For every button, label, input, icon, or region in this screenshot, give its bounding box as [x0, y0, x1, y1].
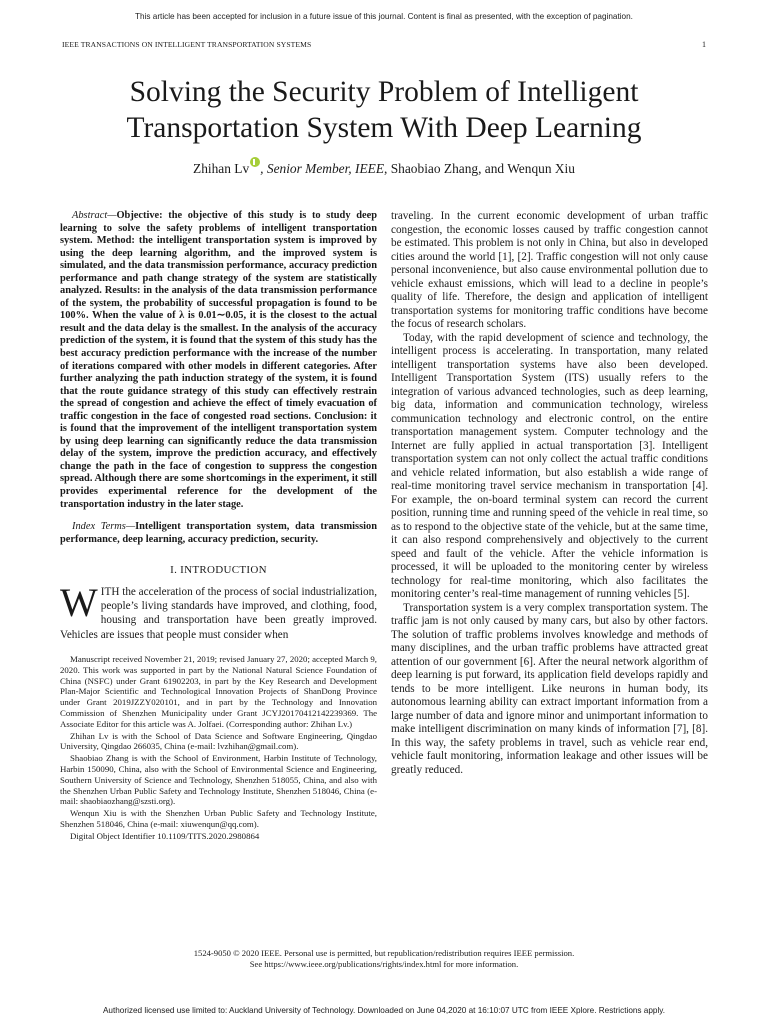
index-terms: [60, 521, 377, 546]
author-line: [0, 157, 768, 177]
footnote-author-zhang: Shaobiao Zhang is with the School of Environment, Harbin Institute of Technology, Harbin 150090, China, also with the School of Environmental Science and Engineering, Southern University of Science and Technology, Shenzhen 518055, China, and also with the Shenzhen Urban Public Safety and Technology Institute, Shenzhen 518046, China (e-mail: shaobiaozhang@szsti.org).: [60, 753, 377, 807]
footnote-doi: Digital Object Identifier 10.1109/TITS.2020.2980864: [70, 830, 260, 841]
copyright-notice: [0, 948, 768, 970]
abstract: [60, 210, 377, 511]
footnotes: [60, 654, 377, 842]
footnote-author-lv: Zhihan Lv is with the School of Data Science and Software Engineering, Qingdao University, Qingdao 266035, China (e-mail: lvzhihan@gmail.com).: [60, 730, 377, 752]
license-notice: Authorized licensed use limited to: Auckland University of Technology. Downloaded on June 04,2020 at 16:10:07 UTC from IEEE Xplore. Restrictions apply.: [102, 1006, 666, 1015]
author-first: Zhihan Lv: [193, 161, 250, 176]
left-column: [60, 210, 377, 843]
title-line-2: Transportation System With Deep Learning: [126, 112, 642, 144]
index-terms-text: Intelligent transportation system, data transmission performance, deep learning, accuracy prediction, security.: [60, 521, 377, 545]
dropcap: W: [60, 579, 98, 625]
page-number: 1: [702, 40, 706, 49]
intro-text: the acceleration of the process of social industrialization, people’s living standards have improved, and clothing, food, housing and transportation have been greatly improved. Vehicles are issues that people must consider when: [60, 585, 377, 641]
index-terms-label: Index Terms—: [72, 521, 136, 533]
abstract-text: Objective: the objective of this study is to study deep learning to solve the safety problems of intelligent transportation system. Method: the intelligent transportation system is improved by using the deep learning algorithm, and the improved system is simulated, and the data transmission performance, accuracy prediction performance and path change strategy of the system are statistically analyzed. Results: in the analysis of the data transmission performance of the system, the probability of successful propagation is found to be 100%. When the value of λ is 0.01∼0.05, it is the closest to the actual result and the data delay is the smallest. In the analysis of the accuracy prediction of the system, it is found that the system of this study has the best accuracy prediction performance with the increase of the number of iterations compared with other models in different categories. After further analyzing the path induction strategy of the system, it is found that the route guidance strategy of this study can effectively restrain the spread of congestion and achieve the effect of timely evacuation of traffic congestion in the face of congested road sections. Conclusion: it is found that the improvement of the intelligent transportation system by using deep learning can significantly reduce the data transmission delay of the system, improve the prediction accuracy, and effectively change the path in the face of congestion to suppress the congestion spread. Although there are some shortcomings in the experiment, it still provides experimental reference for the development of the transportation industry in the later stage.: [60, 210, 377, 510]
right-column: [391, 210, 708, 777]
body-paragraph: traveling. In the current economic development of urban traffic congestion, the economic losses caused by traffic congestion cannot be estimated. This problem is not only in China, but also in developed cities around the world [1], [2]. Traffic congestion will not only cause personal inconvenience, but also cause environmental pollution due to vehicle exhaust emissions, which will lead to a decline in people’s quality of life. Therefore, the design and application of intelligent transportation systems for monitoring traffic conditions have become the focus of research scholars.: [391, 210, 708, 330]
body-paragraph: Transportation system is a very complex transportation system. The traffic jam is not only caused by many cars, but also by other factors. The solution of traffic problems involves knowledge and methods of many disciplines, and the urban traffic problems have attracted great attention of our government [6]. After the neural network algorithm of deep learning is put forward, its application field develops rapidly and tends to be more intelligent. Like neurons in human body, its autonomous learning ability can extract important information from a large number of data and ignore minor and unimportant information to make intelligent discrimination on many kinds of information [7], [8]. In this way, the safety problems in travel, such as vehicle rear end, vehicle fault monitoring, information leakage and other issues will be greatly reduced.: [391, 601, 708, 776]
intro-cap-rest: ITH: [100, 585, 120, 598]
author-first-role: , Senior Member, IEEE: [260, 161, 385, 176]
copyright-line-1: 1524-9050 © 2020 IEEE. Personal use is permitted, but republication/redistribution requires IEEE permission.: [193, 948, 575, 958]
section-heading-introduction: I. INTRODUCTION: [170, 564, 267, 577]
abstract-label: Abstract—: [72, 210, 117, 221]
title-line-1: Solving the Security Problem of Intelligent: [129, 76, 639, 108]
body-paragraph: Today, with the rapid development of science and technology, the intelligent process is accelerating. In transportation, many related intelligent transportation systems have also been developed. Intelligent Transportation System (ITS) usually refers to the integration of various advanced technologies, such as deep learning, big data, information and communication technology, wireless communication technology and electronic control, on the entire transportation management system. Computer technology and the Internet are fully applied in actual transportation [3]. Intelligent transportation system can not only collect the actual traffic conditions and vehicle related information, but also establish a wide range of real-time monitoring travel service mechanism in transportation [4]. For example, the on-board terminal system can record the current position, running time and running speed of the vehicle in real time, so as to respond to the objective state of the vehicle, but at the same time, it can also respond comprehensively and objectively to the current speed and fault of the vehicle. After the vehicle information is processed, it will be uploaded to the monitoring center by wireless technology for real-time monitoring, which also facilitates the monitoring center’s real-time management of running vehicles [5].: [391, 331, 708, 600]
intro-paragraph: [60, 579, 377, 642]
orcid-icon[interactable]: [250, 157, 260, 167]
acceptance-notice: This article has been accepted for inclusion in a future issue of this journal. Content is final as presented, with the exception of pagination.: [135, 12, 633, 21]
paper-title: [0, 74, 768, 146]
footnote-manuscript: Manuscript received November 21, 2019; revised January 27, 2020; accepted March 9, 2020. This work was supported in part by the National Natural Science Foundation of China (NSFC) under Grant 61902203, in part by the Key Research and Development Plan-Major Scientific and Technological Innovation Projects of ShanDong Province under Grant 2019JZZY020101, and in part by the Technology and Innovation Commission of Shenzhen Municipality under Grant JCYJ20170412142239369. The Associate Editor for this article was A. Jolfaei. (Corresponding author: Zhihan Lv.): [60, 653, 377, 729]
author-rest: , Shaobiao Zhang, and Wenqun Xiu: [384, 161, 575, 176]
copyright-line-2: See https://www.ieee.org/publications/rights/index.html for more information.: [249, 959, 519, 969]
running-head: IEEE TRANSACTIONS ON INTELLIGENT TRANSPORTATION SYSTEMS: [62, 40, 312, 49]
footnote-author-xiu: Wenqun Xiu is with the Shenzhen Urban Public Safety and Technology Institute, Shenzhen 518046, China (e-mail: xiuwenqun@qq.com).: [60, 808, 377, 829]
